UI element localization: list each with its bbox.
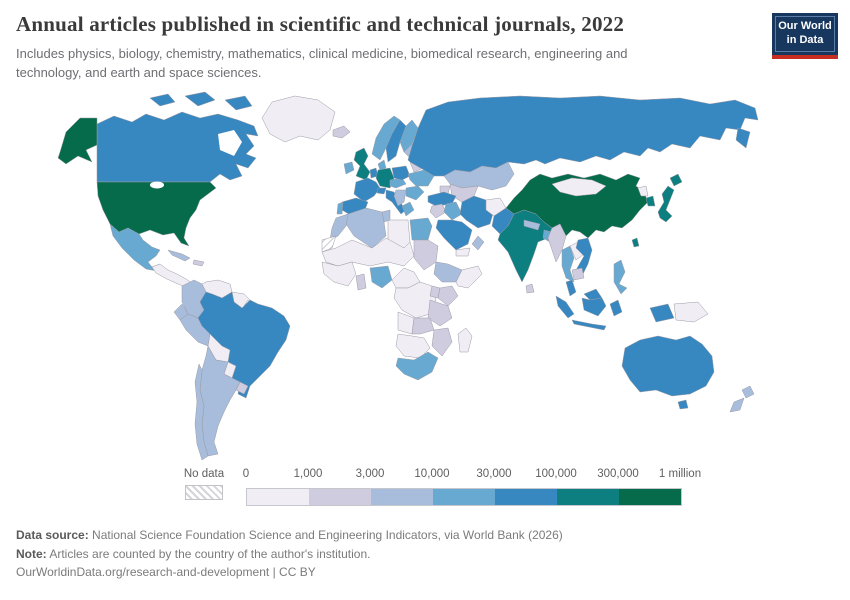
country-portugal[interactable] (337, 202, 343, 214)
country-ireland[interactable] (344, 162, 354, 174)
country-mozambique[interactable] (432, 328, 452, 356)
country-indonesia-papua[interactable] (650, 304, 674, 322)
legend-bin-1[interactable] (247, 489, 309, 505)
country-cambodia[interactable] (572, 268, 584, 280)
country-russia-kamchatka[interactable] (736, 128, 750, 148)
country-zambia[interactable] (412, 318, 434, 334)
country-morocco[interactable] (330, 214, 348, 240)
country-kenya[interactable] (438, 286, 458, 306)
legend-color-bar (246, 488, 682, 506)
country-canada-baffin[interactable] (225, 96, 252, 110)
country-papua-new-guinea[interactable] (674, 302, 708, 322)
country-new-zealand-south[interactable] (730, 398, 744, 412)
legend-tick-4: 30,000 (476, 468, 512, 480)
country-indonesia-sulawesi[interactable] (610, 300, 622, 316)
data-source-label: Data source: (16, 528, 89, 542)
country-indonesia-java[interactable] (572, 320, 606, 330)
legend-tick-0: 0 (242, 468, 250, 480)
country-oman[interactable] (472, 236, 484, 250)
country-iraq[interactable] (444, 202, 462, 220)
legend-bin-7[interactable] (619, 489, 681, 505)
country-ghana[interactable] (356, 274, 366, 290)
region-levant[interactable] (430, 204, 446, 218)
country-sri-lanka[interactable] (526, 284, 534, 293)
country-saudi-arabia[interactable] (436, 220, 472, 250)
chart-header (0, 0, 850, 83)
country-denmark[interactable] (378, 160, 386, 170)
legend-bin-6[interactable] (557, 489, 619, 505)
world-map-svg (0, 90, 850, 468)
owid-logo[interactable] (772, 13, 838, 59)
country-greece[interactable] (402, 202, 414, 216)
region-romania-bulgaria[interactable] (406, 186, 424, 200)
owid-logo-text (775, 16, 835, 52)
chart-footer (16, 526, 834, 582)
data-source-line (16, 526, 834, 545)
country-new-zealand-north[interactable] (742, 386, 754, 398)
world-choropleth-map (0, 90, 850, 468)
owid-logo-box (772, 13, 838, 59)
note-line (16, 545, 834, 564)
region-west-africa[interactable] (322, 262, 356, 286)
country-japan-hokkaido[interactable] (670, 174, 682, 186)
legend-no-data-label: No data (183, 468, 225, 480)
chart-subtitle: Includes physics, biology, chemistry, mathematics, clinical medicine, biomedical research, engineering and technology, and earth and space sciences. (16, 46, 628, 80)
map-countries (58, 92, 758, 460)
legend-tick-1: 1,000 (293, 468, 323, 480)
legend-tick-labels (0, 468, 850, 488)
legend-tick-6: 300,000 (597, 468, 639, 480)
country-sudan[interactable] (414, 240, 438, 270)
country-egypt[interactable] (410, 218, 432, 240)
legend-bin-4[interactable] (433, 489, 495, 505)
country-indonesia-sumatra[interactable] (556, 296, 574, 318)
legend-bin-5[interactable] (495, 489, 557, 505)
map-legend (0, 468, 850, 514)
country-japan[interactable] (658, 186, 674, 222)
country-greenland[interactable] (262, 96, 335, 142)
citation-link[interactable]: OurWorldinData.org/research-and-development | CC BY (16, 565, 316, 580)
legend-bin-3[interactable] (371, 489, 433, 505)
legend-bin-2[interactable] (309, 489, 371, 505)
country-philippines[interactable] (614, 260, 627, 294)
legend-tick-7: 1 million (658, 468, 702, 480)
country-switzerland[interactable] (377, 188, 386, 194)
country-united-kingdom[interactable] (354, 148, 370, 180)
country-cuba[interactable] (168, 250, 190, 261)
country-taiwan[interactable] (632, 238, 639, 247)
country-poland[interactable] (392, 166, 410, 180)
note-label: Note: (16, 546, 47, 561)
country-south-korea[interactable] (646, 196, 655, 206)
legend-tick-3: 10,000 (414, 468, 450, 480)
legend-tick-2: 3,000 (355, 468, 385, 480)
data-source-text: National Science Foundation Science and Engineering Indicators, via World Bank (2026) (88, 528, 563, 542)
country-russia[interactable] (408, 96, 758, 176)
country-australia-tasmania[interactable] (678, 400, 688, 409)
country-nigeria[interactable] (370, 266, 392, 288)
great-lakes (150, 182, 164, 189)
country-canada-arctic-2[interactable] (185, 92, 215, 106)
note-text: Articles are counted by the country of the author's institution. (46, 546, 371, 561)
country-malaysia[interactable] (566, 280, 576, 296)
legend-tick-5: 100,000 (535, 468, 577, 480)
country-indonesia-borneo[interactable] (582, 298, 606, 316)
country-canada-arctic-1[interactable] (150, 94, 175, 106)
country-hispaniola[interactable] (193, 260, 204, 266)
country-iceland[interactable] (333, 126, 350, 138)
owid-logo-line2: in Data (786, 33, 824, 46)
page-title: Annual articles published in scientific and technical journals, 2022 (16, 12, 625, 36)
country-australia[interactable] (622, 336, 714, 396)
country-madagascar[interactable] (458, 328, 472, 352)
region-austria-czechia[interactable] (390, 178, 406, 188)
owid-logo-line1: Our World (778, 20, 832, 32)
country-alaska[interactable] (58, 118, 97, 164)
